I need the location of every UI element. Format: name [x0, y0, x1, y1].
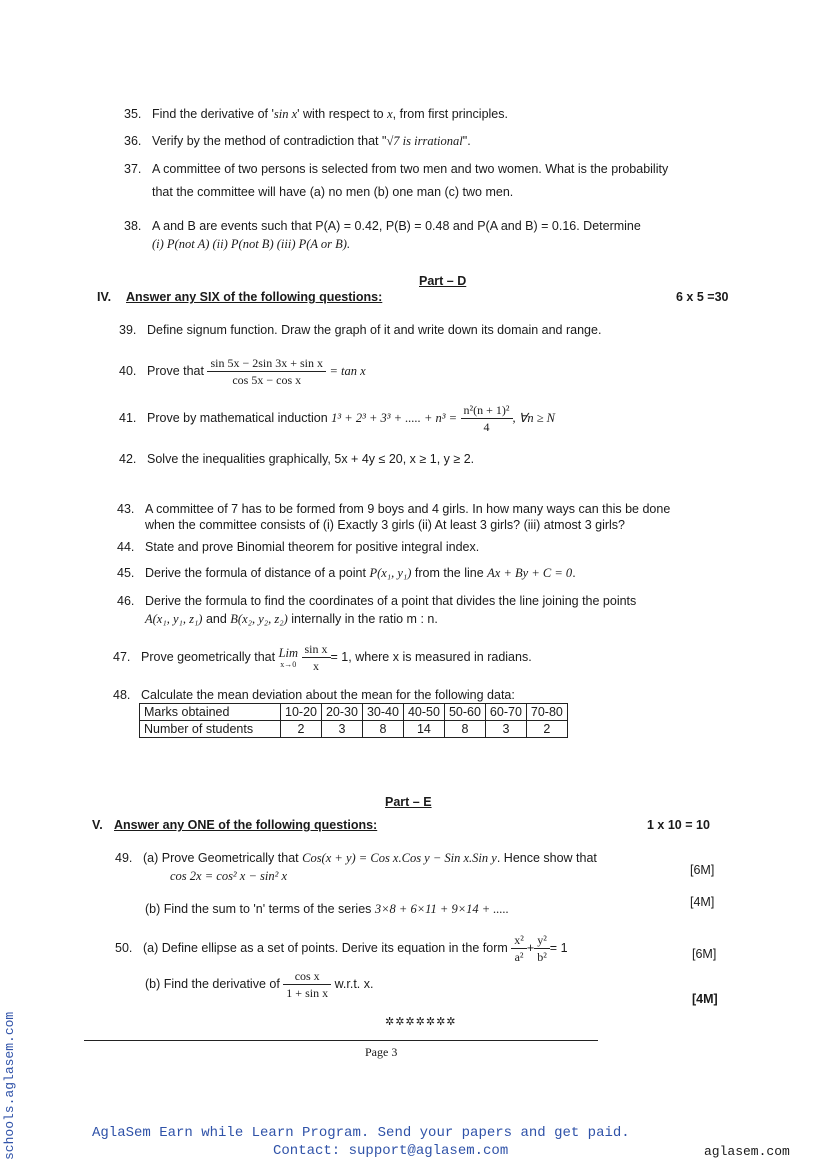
side-url[interactable]: schools.aglasem.com — [2, 1011, 17, 1160]
table-cell: 50-60 — [444, 704, 485, 721]
question-38: 38. A and B are events such that P(A) = 0.42, P(B) = 0.48 and P(A and B) = 0.16. Determine — [124, 219, 641, 233]
question-43-line-2: when the committee consists of (i) Exactly 3 girls (ii) At least 3 girls? (iii) atmost 3 girls? — [145, 518, 626, 532]
page-number: Page 3 — [365, 1045, 398, 1059]
question-number: 36. — [124, 134, 142, 148]
question-36: 36. Verify by the method of contradiction that "√7 is irrational". — [124, 134, 471, 148]
question-43: 43. A committee of 7 has to be formed from 9 boys and 4 girls. In how many ways can this be done — [117, 502, 671, 516]
footer-contact[interactable]: Contact: support@aglasem.com — [273, 1143, 509, 1159]
part-d-roman: IV. — [97, 290, 112, 304]
end-stars: ✲✲✲✲✲✲✲ — [385, 1016, 457, 1028]
question-number: 42. — [119, 452, 137, 466]
question-46: 46. Derive the formula to find the coordinates of a point that divides the line joining the points — [117, 594, 637, 608]
fraction: $\frac{\text{sin x}}{x}$ — [302, 641, 331, 674]
part-d-instruction: Answer any SIX of the following questions: — [126, 290, 383, 304]
table-cell: 2 — [281, 721, 322, 738]
table-cell: 60-70 — [485, 704, 526, 721]
data-table — [139, 703, 568, 738]
fraction: $\frac{\text{y²}}{\text{b²}}$ — [534, 932, 550, 965]
question-44: 44. State and prove Binomial theorem for positive integral index. — [117, 540, 480, 554]
question-49b: (b) Find the sum to 'n' terms of the series 3×8 + 6×11 + 9×14 + ..... — [145, 902, 509, 916]
table-cell: 30-40 — [362, 704, 403, 721]
table-cell: 8 — [362, 721, 403, 738]
table-cell: 40-50 — [403, 704, 444, 721]
marks-label: [4M] — [692, 992, 718, 1006]
question-number: 37. — [124, 162, 142, 176]
table-row — [140, 721, 568, 738]
question-46-line-2: A(x₁, y₁, z₁) and B(x₂, y₂, z₂) internally in the ratio m : n. — [145, 612, 438, 626]
table-row — [140, 704, 568, 721]
marks-label: [6M] — [692, 947, 717, 961]
question-38-line-2: (i) P(not A) (ii) P(not B) (iii) P(A or B). — [152, 237, 351, 251]
question-40: 40. Prove that $\frac{\text{sin 5x − 2sin 3x + sin x}}{\text{cos 5x − cos x}}$ = tan x — [119, 356, 366, 387]
question-41: 41. Prove by mathematical induction 1³ + 2³ + 3³ + ..... + n³ = $\frac{\text{n²(n + 1)²}}{4}$ , ∀n ≥ N — [119, 403, 556, 434]
question-number: 35. — [124, 107, 142, 121]
part-e-title: Part – E — [385, 795, 432, 809]
page-divider — [84, 1040, 598, 1041]
question-number: 47. — [113, 649, 131, 664]
question-number: 38. — [124, 219, 142, 233]
question-42: 42. Solve the inequalities graphically, 5x + 4y ≤ 20, x ≥ 1, y ≥ 2. — [119, 452, 475, 466]
question-number: 43. — [117, 502, 135, 516]
part-e-roman: V. — [92, 818, 103, 832]
question-number: 50. — [115, 940, 133, 955]
marks-label: [4M] — [690, 895, 715, 909]
question-50b: (b) Find the derivative of $\frac{\text{cos x}}{\text{1 + sin x}}$ w.r.t. x. — [145, 969, 374, 1000]
question-number: 44. — [117, 540, 135, 554]
table-cell: 3 — [321, 721, 362, 738]
table-cell: 2 — [526, 721, 567, 738]
table-row-label: Marks obtained — [140, 704, 281, 721]
question-number: 40. — [119, 363, 137, 378]
part-e-marks: 1 x 10 = 10 — [647, 818, 710, 832]
question-50: 50. (a) Define ellipse as a set of points. Derive its equation in the form $\frac{\text{x²}}{\text{a²}}$ + $\frac{\text{y²}}{\text{b²}}$ = 1 — [115, 933, 568, 964]
table-row-label: Number of students — [140, 721, 281, 738]
question-number: 49. — [115, 851, 133, 865]
fraction: $\frac{\text{x²}}{\text{a²}}$ — [511, 932, 527, 965]
footer-site[interactable]: aglasem.com — [704, 1144, 790, 1159]
limit: Lim x→0 — [278, 645, 299, 669]
fraction: $\frac{\text{n²(n + 1)²}}{4}$ — [461, 402, 513, 435]
table-cell: 10-20 — [281, 704, 322, 721]
question-number: 39. — [119, 323, 137, 337]
fraction: $\frac{\text{cos x}}{\text{1 + sin x}}$ — [283, 968, 331, 1001]
part-e-instruction: Answer any ONE of the following questions: — [114, 818, 378, 832]
question-number: 46. — [117, 594, 135, 608]
table-cell: 20-30 — [321, 704, 362, 721]
table-cell: 3 — [485, 721, 526, 738]
question-number: 41. — [119, 410, 137, 425]
marks-label: [6M] — [690, 863, 715, 877]
footer-promo: AglaSem Earn while Learn Program. Send your papers and get paid. — [92, 1125, 630, 1141]
part-d-title: Part – D — [419, 274, 467, 288]
table-cell: 14 — [403, 721, 444, 738]
question-39: 39. Define signum function. Draw the graph of it and write down its domain and range. — [119, 323, 602, 337]
table-cell: 8 — [444, 721, 485, 738]
question-47: 47. Prove geometrically that Lim x→0 $\frac{\text{sin x}}{x}$ = 1, where x is measured in radians. — [113, 642, 532, 673]
part-d-marks: 6 x 5 =30 — [676, 290, 729, 304]
question-49: 49. (a) Prove Geometrically that Cos(x + y) = Cos x.Cos y − Sin x.Sin y. Hence show that — [115, 851, 597, 865]
question-number: 48. — [113, 688, 131, 702]
question-49a-line-2: cos 2x = cos² x − sin² x — [170, 869, 288, 883]
question-45: 45. Derive the formula of distance of a point P(x₁, y₁) from the line Ax + By + C = 0. — [117, 566, 576, 580]
fraction: $\frac{\text{sin 5x − 2sin 3x + sin x}}{\text{cos 5x − cos x}}$ — [207, 355, 326, 388]
table-cell: 70-80 — [526, 704, 567, 721]
question-37: 37. A committee of two persons is selected from two men and two women. What is the probability — [124, 162, 669, 176]
question-37-line-2: that the committee will have (a) no men (b) one man (c) two men. — [152, 185, 514, 199]
question-number: 45. — [117, 566, 135, 580]
question-35: 35. Find the derivative of 'sin x' with respect to x, from first principles. — [124, 107, 508, 121]
question-48: 48. Calculate the mean deviation about the mean for the following data: — [113, 688, 515, 702]
